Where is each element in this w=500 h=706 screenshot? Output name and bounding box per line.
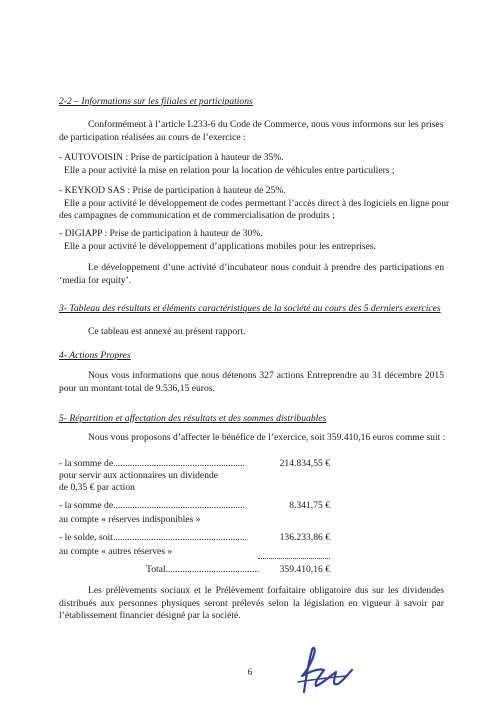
distribution-amount: 214.834,55 € [279, 458, 330, 469]
item-line: - DIGIAPP : Prise de participation à hauteur de 30%. [59, 228, 263, 239]
list-item-digiapp [59, 228, 444, 253]
section-3-title: 3- Tableau des résultats et éléments caractéristiques de la société au cours des 5 derniers exercices [59, 303, 441, 314]
item-line: Elle a pour activité le développement d’applications mobiles pour les entreprises. [64, 240, 376, 252]
total-label: Total....................................... [146, 564, 260, 575]
section-2-2-title: 2-2 – Informations sur les filiales et participations [59, 96, 253, 107]
item-line: - AUTOVOISIN : Prise de participation à hauteur de 35%. [59, 152, 284, 163]
distribution-label: - la somme de....................................................... [59, 500, 245, 511]
intro-line-2: de participation réalisées au cours de l’exercice : [59, 131, 246, 143]
section-4-text: Nous vous informations que nous détenons 327 actions Entreprendre au 31 décembre 2015 pour un montant total de 9.536,15 euros. [59, 370, 444, 394]
item-line: Elle a pour activité le développement de codes permettant l’accès direct à des logiciels en ligne pour [64, 197, 450, 209]
distribution-amount: 8.341,75 € [289, 500, 330, 511]
section-4-title: 4- Actions Propres [59, 350, 131, 361]
page-number: 6 [247, 667, 253, 678]
list-item-autovoisin [59, 152, 444, 177]
distribution-amount: 136.233,86 € [279, 532, 330, 543]
item-line: des campagnes de communication et de commercialisation de produits ; [59, 210, 335, 221]
section-5-intro: Nous vous proposons d’affecter le bénéfice de l’exercice, soit 359.410,16 euros comme suit : [88, 432, 446, 443]
total-separator [258, 558, 330, 559]
list-item-keykod [59, 185, 450, 223]
intro-line-1: Conformément à l’article L233-6 du Code de Commerce, nous vous informons sur les prises [88, 119, 444, 130]
item-line: Elle a pour activité la mise en relation pour la location de véhicules entre particuliers ; [64, 164, 395, 176]
distribution-label: - la somme de....................................................... [59, 458, 245, 469]
distribution-desc: pour servir aux actionnaires un dividende [59, 470, 219, 481]
closing-paragraph: Les prélèvements sociaux et le Prélèvement forfaitaire obligatoire dus sur les dividendes distribués aux personnes physiques seront prélevés selon la législation en vigueur à savoir par l’établissement financier désigné par la société. [59, 585, 444, 621]
item-line: - KEYKOD SAS : Prise de participation à hauteur de 25%. [59, 185, 286, 196]
signature-icon [290, 642, 360, 697]
distribution-desc: au compte « réserves indisponibles » [59, 514, 201, 525]
distribution-label: - le solde, soit........................................................ [59, 532, 248, 543]
total-amount: 359.410,16 € [279, 564, 330, 575]
distribution-desc: au compte « autres réserves » [59, 546, 173, 557]
section-2-2-intro [59, 119, 444, 144]
section-5-title: 5- Répartition et affectation des résultats et des sommes distribuables [59, 413, 327, 424]
section-3-text: Ce tableau est annexé au présent rapport. [88, 326, 246, 337]
incubator-paragraph: Le développement d’une activité d’incubateur nous conduit à prendre des participations en ‘media for equity’. [59, 262, 444, 286]
distribution-desc: de 0,35 € par action [59, 482, 135, 493]
